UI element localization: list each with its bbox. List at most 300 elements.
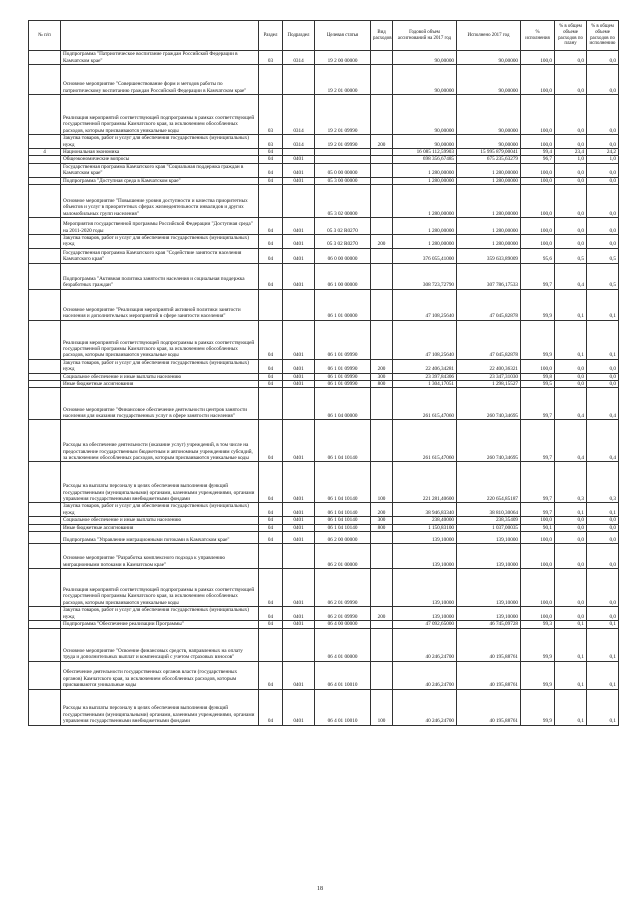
cell-section: 04	[259, 163, 283, 177]
cell-share-total: 0,0	[555, 51, 587, 65]
cell-executed: 260 740,34695	[457, 388, 521, 420]
table-row	[29, 65, 619, 95]
cell-num	[29, 544, 61, 569]
cell-approved: 40 246,24700	[393, 661, 457, 689]
cell-share-total: 0,1	[555, 503, 587, 517]
cell-num	[29, 163, 61, 177]
cell-executed: 47 045,82878	[457, 320, 521, 359]
cell-section: 03	[259, 95, 283, 135]
cell-share-total: 23,4	[555, 149, 587, 156]
cell-num	[29, 289, 61, 320]
cell-share-executed: 24,2	[587, 149, 619, 156]
cell-num	[29, 65, 61, 95]
cell-approved: 1 304,17051	[393, 381, 457, 388]
cell-share-total: 0,0	[555, 569, 587, 607]
cell-approved: 47 108,25640	[393, 289, 457, 320]
cell-section: 04	[259, 248, 283, 263]
cell-subsection: 0401	[283, 235, 315, 249]
cell-share-total: 0,4	[555, 388, 587, 420]
cell-target: 05 0 00 00000	[315, 163, 371, 177]
cell-num	[29, 607, 61, 621]
cell-subsection: 0401	[283, 532, 315, 544]
cell-approved: 1 280,00000	[393, 177, 457, 184]
cell-subsection: 0401	[283, 156, 315, 163]
cell-expense	[371, 388, 393, 420]
table-row	[29, 263, 619, 289]
cell-name: Расходы на выплаты персоналу в целях обеспечения выполнения функций государственными (муниципальными) органами, казенными учреждениями, органами управления государственными внебюджетными фондами	[61, 462, 259, 503]
cell-percent: 100,0	[521, 235, 555, 249]
cell-name: Иные бюджетные ассигнования	[61, 381, 259, 388]
cell-name: Основное мероприятие "Финансовое обеспечение деятельности центров занятости населения для оказания государственных услуг в сфере занятости населения"	[61, 388, 259, 420]
cell-num	[29, 218, 61, 235]
cell-approved: 23 397,84306	[393, 373, 457, 380]
cell-percent: 100,0	[521, 185, 555, 218]
cell-percent: 100,0	[521, 177, 555, 184]
cell-percent: 99,8	[521, 373, 555, 380]
cell-approved: 1 280,00000	[393, 218, 457, 235]
cell-target: 06 1 04 10140	[315, 503, 371, 517]
cell-name: Подпрограмма "Управление миграционными потоками в Камчатском крае"	[61, 532, 259, 544]
cell-percent: 99,3	[521, 621, 555, 628]
cell-share-executed: 0,1	[587, 621, 619, 628]
cell-share-total: 0,0	[555, 524, 587, 531]
cell-expense	[371, 149, 393, 156]
cell-num	[29, 621, 61, 628]
table-header-row	[29, 21, 619, 51]
cell-subsection: 0401	[283, 462, 315, 503]
cell-share-total: 0,0	[555, 235, 587, 249]
table-row	[29, 185, 619, 218]
cell-section: 04	[259, 156, 283, 163]
cell-share-total: 0,0	[555, 359, 587, 373]
cell-expense: 800	[371, 381, 393, 388]
header-approved: Годовой объем ассигнований на 2017 год	[393, 21, 457, 51]
cell-expense: 800	[371, 524, 393, 531]
cell-share-executed: 0,0	[587, 95, 619, 135]
cell-expense: 200	[371, 135, 393, 149]
cell-executed: 359 633,89009	[457, 248, 521, 263]
cell-percent: 99,7	[521, 462, 555, 503]
cell-approved: 1 280,00000	[393, 163, 457, 177]
cell-subsection: 0401	[283, 524, 315, 531]
cell-executed: 1 280,00000	[457, 185, 521, 218]
cell-name: Социальное обеспечение и иные выплаты населению	[61, 373, 259, 380]
table-row	[29, 388, 619, 420]
cell-percent: 90,1	[521, 524, 555, 531]
cell-target: 06 2 01 09990	[315, 569, 371, 607]
cell-num	[29, 689, 61, 725]
cell-subsection	[283, 149, 315, 156]
cell-expense	[371, 65, 393, 95]
cell-name: Социальное обеспечение и иные выплаты населению	[61, 517, 259, 524]
cell-name: Общеэкономические вопросы	[61, 156, 259, 163]
cell-section	[259, 65, 283, 95]
cell-target: 19 2 00 00000	[315, 51, 371, 65]
cell-num	[29, 373, 61, 380]
table-row	[29, 289, 619, 320]
cell-percent: 100,0	[521, 359, 555, 373]
cell-subsection: 0401	[283, 569, 315, 607]
cell-approved: 47 092,65000	[393, 621, 457, 628]
cell-approved: 38 946,83340	[393, 503, 457, 517]
cell-target: 06 1 04 10140	[315, 420, 371, 462]
cell-num	[29, 95, 61, 135]
cell-subsection: 0401	[283, 263, 315, 289]
cell-executed: 90,00000	[457, 51, 521, 65]
cell-approved: 47 108,25640	[393, 320, 457, 359]
cell-share-executed: 1,0	[587, 156, 619, 163]
cell-approved: 376 055,41000	[393, 248, 457, 263]
budget-table-page	[28, 20, 618, 726]
cell-num	[29, 263, 61, 289]
cell-executed: 23 347,31030	[457, 373, 521, 380]
cell-percent: 99,9	[521, 689, 555, 725]
cell-share-executed: 0,0	[587, 569, 619, 607]
page-number: 18	[317, 886, 323, 892]
cell-approved: 139,10000	[393, 544, 457, 569]
cell-executed: 139,10000	[457, 544, 521, 569]
cell-section: 04	[259, 569, 283, 607]
header-section: Раздел	[259, 21, 283, 51]
cell-name: Основное мероприятие "Повышение уровня доступности и качества приоритетных объектов и услуг в приоритетных сферах жизнедеятельности инвалидов и других маломобильных групп населения"	[61, 185, 259, 218]
cell-approved: 1 150,83100	[393, 524, 457, 531]
table-row	[29, 661, 619, 689]
table-row	[29, 569, 619, 607]
cell-section: 04	[259, 689, 283, 725]
cell-name: Закупка товаров, работ и услуг для обеспечения государственных (муниципальных) нужд	[61, 359, 259, 373]
cell-name: Основное мероприятие "Освоение финансовых средств, направленных на оплату труда и дополнительных выплат и компенсаций с учетом страховых взносов"	[61, 628, 259, 661]
cell-approved: 221 281,40600	[393, 462, 457, 503]
cell-subsection	[283, 65, 315, 95]
cell-name: Реализация мероприятий соответствующей подпрограммы в рамках соответствующей государственной программы Камчатского края, за исключением обособленных расходов, которым присваиваются уникальные коды	[61, 320, 259, 359]
header-expense: Вид расходов	[371, 21, 393, 51]
cell-section: 04	[259, 149, 283, 156]
cell-share-executed: 0,0	[587, 163, 619, 177]
cell-share-total: 0,0	[555, 65, 587, 95]
cell-expense: 200	[371, 503, 393, 517]
cell-num	[29, 517, 61, 524]
cell-approved: 40 246,24700	[393, 689, 457, 725]
cell-percent: 100,0	[521, 135, 555, 149]
cell-target: 06 1 01 09990	[315, 320, 371, 359]
cell-share-executed: 0,0	[587, 218, 619, 235]
cell-target: 06 2 01 00000	[315, 544, 371, 569]
cell-section: 04	[259, 381, 283, 388]
cell-num	[29, 420, 61, 462]
cell-share-total: 0,0	[555, 373, 587, 380]
cell-percent: 99,7	[521, 420, 555, 462]
table-row	[29, 607, 619, 621]
table-row	[29, 177, 619, 184]
cell-name: Подпрограмма "Активная политика занятости населения и социальная поддержка безработных граждан"	[61, 263, 259, 289]
header-share-total: % в общем объеме расходов по плану	[555, 21, 587, 51]
cell-subsection: 0314	[283, 51, 315, 65]
header-percent: % исполнения	[521, 21, 555, 51]
cell-target: 06 1 01 09990	[315, 381, 371, 388]
cell-subsection	[283, 628, 315, 661]
table-row	[29, 689, 619, 725]
cell-share-executed: 0,1	[587, 320, 619, 359]
cell-executed: 15 995 879,00041	[457, 149, 521, 156]
cell-name: Основное мероприятие "Совершенствование форм и методов работы по патриотическому воспитанию граждан Российской Федерации в Камчатском крае"	[61, 65, 259, 95]
cell-subsection	[283, 185, 315, 218]
cell-subsection: 0401	[283, 621, 315, 628]
cell-target: 05 3 02 R0270	[315, 235, 371, 249]
budget-execution-table	[28, 20, 619, 726]
cell-subsection: 0401	[283, 661, 315, 689]
cell-percent: 100,0	[521, 569, 555, 607]
cell-expense	[371, 628, 393, 661]
cell-share-total: 0,5	[555, 248, 587, 263]
cell-target: 06 4 01 00000	[315, 628, 371, 661]
cell-percent: 99,9	[521, 320, 555, 359]
cell-target: 06 2 00 00000	[315, 532, 371, 544]
cell-executed: 90,00000	[457, 95, 521, 135]
cell-executed: 675 235,63279	[457, 156, 521, 163]
header-name	[61, 21, 259, 51]
cell-percent: 99,9	[521, 661, 555, 689]
cell-name: Закупка товаров, работ и услуг для обеспечения государственных (муниципальных) нужд	[61, 135, 259, 149]
cell-expense	[371, 544, 393, 569]
cell-share-executed: 0,4	[587, 420, 619, 462]
cell-executed: 1 280,00000	[457, 177, 521, 184]
cell-executed: 238,35409	[457, 517, 521, 524]
cell-target: 06 1 01 09990	[315, 373, 371, 380]
table-row	[29, 381, 619, 388]
cell-subsection	[283, 289, 315, 320]
cell-executed: 260 740,34695	[457, 420, 521, 462]
cell-expense	[371, 621, 393, 628]
cell-target	[315, 149, 371, 156]
cell-approved: 308 723,72790	[393, 263, 457, 289]
header-target: Целевая статья	[315, 21, 371, 51]
cell-section	[259, 185, 283, 218]
cell-target: 06 1 01 09990	[315, 359, 371, 373]
cell-percent: 100,0	[521, 51, 555, 65]
table-row	[29, 462, 619, 503]
cell-name: Подпрограмма "Патриотическое воспитание граждан Российской Федерации в Камчатском крае"	[61, 51, 259, 65]
cell-approved: 90,00000	[393, 51, 457, 65]
cell-share-total: 0,1	[555, 320, 587, 359]
cell-share-total: 0,0	[555, 532, 587, 544]
cell-share-executed: 0,0	[587, 544, 619, 569]
cell-subsection: 0314	[283, 95, 315, 135]
cell-num	[29, 462, 61, 503]
cell-num	[29, 248, 61, 263]
cell-target: 19 2 01 09990	[315, 135, 371, 149]
cell-expense	[371, 661, 393, 689]
cell-executed: 139,10000	[457, 607, 521, 621]
cell-subsection: 0401	[283, 177, 315, 184]
cell-subsection	[283, 544, 315, 569]
cell-name: Закупка товаров, работ и услуг для обеспечения государственных (муниципальных) нужд	[61, 607, 259, 621]
cell-subsection: 0401	[283, 373, 315, 380]
cell-approved: 698 356,67485	[393, 156, 457, 163]
cell-percent: 100,0	[521, 163, 555, 177]
cell-name: Расходы на выплаты персоналу в целях обеспечения выполнения функций государственными (муниципальными) органами, казенными учреждениями, органами управления государственными внебюджетными фондами	[61, 689, 259, 725]
cell-percent: 99,4	[521, 149, 555, 156]
cell-percent: 96,7	[521, 156, 555, 163]
cell-name: Закупка товаров, работ и услуг для обеспечения государственных (муниципальных) нужд	[61, 503, 259, 517]
cell-share-executed: 0,0	[587, 235, 619, 249]
cell-share-executed: 0,1	[587, 689, 619, 725]
cell-executed: 220 654,85187	[457, 462, 521, 503]
cell-executed: 90,00000	[457, 65, 521, 95]
cell-subsection: 0401	[283, 218, 315, 235]
cell-percent: 99,9	[521, 289, 555, 320]
cell-approved: 261 615,47060	[393, 420, 457, 462]
cell-subsection: 0401	[283, 689, 315, 725]
cell-executed: 40 195,88761	[457, 661, 521, 689]
cell-expense	[371, 532, 393, 544]
cell-num	[29, 177, 61, 184]
cell-percent: 100,0	[521, 544, 555, 569]
cell-subsection: 0401	[283, 163, 315, 177]
cell-num	[29, 156, 61, 163]
cell-target: 06 1 04 10140	[315, 524, 371, 531]
cell-percent: 95,6	[521, 248, 555, 263]
cell-name: Основное мероприятие "Реализация мероприятий активной политики занятости населения и дополнительных мероприятий в сфере занятости населения"	[61, 289, 259, 320]
cell-share-total: 0,0	[555, 381, 587, 388]
cell-percent: 99,9	[521, 628, 555, 661]
cell-approved: 40 246,24700	[393, 628, 457, 661]
cell-num	[29, 388, 61, 420]
cell-num	[29, 320, 61, 359]
cell-target: 06 4 00 00000	[315, 621, 371, 628]
cell-approved: 90,00000	[393, 95, 457, 135]
cell-approved: 139,10000	[393, 532, 457, 544]
cell-section: 04	[259, 607, 283, 621]
cell-subsection: 0401	[283, 517, 315, 524]
cell-num	[29, 569, 61, 607]
cell-share-executed: 0,0	[587, 532, 619, 544]
table-row	[29, 163, 619, 177]
cell-share-executed: 0,1	[587, 628, 619, 661]
cell-share-executed: 0,0	[587, 185, 619, 218]
cell-section: 04	[259, 359, 283, 373]
cell-target: 19 2 01 00000	[315, 65, 371, 95]
cell-section: 04	[259, 420, 283, 462]
cell-subsection: 0401	[283, 359, 315, 373]
cell-target: 05 3 00 00000	[315, 177, 371, 184]
cell-num	[29, 185, 61, 218]
table-row	[29, 248, 619, 263]
cell-share-total: 0,0	[555, 607, 587, 621]
cell-section: 04	[259, 517, 283, 524]
cell-percent: 100,0	[521, 607, 555, 621]
cell-section: 04	[259, 218, 283, 235]
cell-name: Государственная программа Камчатского края "Содействие занятости населения Камчатского края"	[61, 248, 259, 263]
cell-share-executed: 0,1	[587, 289, 619, 320]
table-row	[29, 503, 619, 517]
cell-executed: 1 280,00000	[457, 163, 521, 177]
cell-share-executed: 0,5	[587, 248, 619, 263]
cell-share-executed: 0,0	[587, 517, 619, 524]
cell-target: 06 4 01 10010	[315, 689, 371, 725]
table-row	[29, 621, 619, 628]
cell-executed: 40 195,88761	[457, 689, 521, 725]
cell-num	[29, 381, 61, 388]
cell-approved: 90,00000	[393, 135, 457, 149]
header-num: № п/п	[29, 21, 61, 51]
cell-percent: 100,0	[521, 517, 555, 524]
cell-share-total: 0,1	[555, 621, 587, 628]
cell-share-executed: 0,0	[587, 177, 619, 184]
cell-share-executed: 0,1	[587, 661, 619, 689]
cell-section	[259, 289, 283, 320]
cell-expense	[371, 51, 393, 65]
table-row	[29, 95, 619, 135]
cell-section: 04	[259, 661, 283, 689]
cell-share-total: 0,0	[555, 185, 587, 218]
cell-name: Мероприятия государственной программы Российской Федерации "Доступная среда" на 2011-2020 годы	[61, 218, 259, 235]
cell-executed: 307 786,17533	[457, 263, 521, 289]
cell-expense: 300	[371, 373, 393, 380]
cell-subsection	[283, 388, 315, 420]
cell-num: 4	[29, 149, 61, 156]
cell-expense	[371, 263, 393, 289]
cell-executed: 90,00000	[457, 135, 521, 149]
cell-target: 06 1 04 00000	[315, 388, 371, 420]
cell-share-total: 0,1	[555, 661, 587, 689]
cell-num	[29, 503, 61, 517]
cell-share-total: 0,4	[555, 263, 587, 289]
cell-share-total: 0,1	[555, 628, 587, 661]
cell-approved: 22 406,34281	[393, 359, 457, 373]
cell-share-executed: 0,3	[587, 462, 619, 503]
cell-share-total: 0,3	[555, 462, 587, 503]
cell-expense	[371, 420, 393, 462]
cell-expense: 200	[371, 607, 393, 621]
cell-num	[29, 532, 61, 544]
cell-expense: 200	[371, 359, 393, 373]
table-row	[29, 51, 619, 65]
cell-name: Закупка товаров, работ и услуг для обеспечения государственных (муниципальных) нужд	[61, 235, 259, 249]
cell-share-executed: 0,0	[587, 373, 619, 380]
cell-share-executed: 0,4	[587, 388, 619, 420]
cell-approved: 238,40000	[393, 517, 457, 524]
cell-subsection: 0401	[283, 320, 315, 359]
cell-expense: 100	[371, 462, 393, 503]
header-share-executed: % в общем объеме расходов по исполнению	[587, 21, 619, 51]
cell-approved: 16 085 112,59903	[393, 149, 457, 156]
cell-section: 04	[259, 177, 283, 184]
cell-executed: 40 195,88761	[457, 628, 521, 661]
cell-section	[259, 628, 283, 661]
cell-section: 04	[259, 235, 283, 249]
cell-name: Расходы на обеспечение деятельности (оказание услуг) учреждений, в том числе на предоставление государственным бюджетным и автономным учреждениям субсидий, за исключением обособленных расходов, которым присваиваются уникальные коды	[61, 420, 259, 462]
cell-approved: 139,10000	[393, 607, 457, 621]
cell-expense	[371, 177, 393, 184]
table-row	[29, 320, 619, 359]
cell-share-total: 0,0	[555, 544, 587, 569]
cell-share-executed: 0,0	[587, 381, 619, 388]
cell-share-executed: 0,0	[587, 607, 619, 621]
cell-expense: 300	[371, 517, 393, 524]
cell-target: 19 2 01 09990	[315, 95, 371, 135]
cell-expense: 200	[371, 235, 393, 249]
cell-name: Реализация мероприятий соответствующей подпрограммы в рамках соответствующей государственной программы Камчатского края, за исключением обособленных расходов, которым присваиваются уникальные коды	[61, 95, 259, 135]
cell-expense	[371, 289, 393, 320]
cell-subsection: 0314	[283, 135, 315, 149]
cell-executed: 1 280,00000	[457, 218, 521, 235]
table-row	[29, 420, 619, 462]
cell-executed: 1 280,00000	[457, 235, 521, 249]
cell-section: 04	[259, 524, 283, 531]
cell-share-total: 0,1	[555, 689, 587, 725]
cell-expense	[371, 185, 393, 218]
cell-target: 06 1 04 10140	[315, 462, 371, 503]
